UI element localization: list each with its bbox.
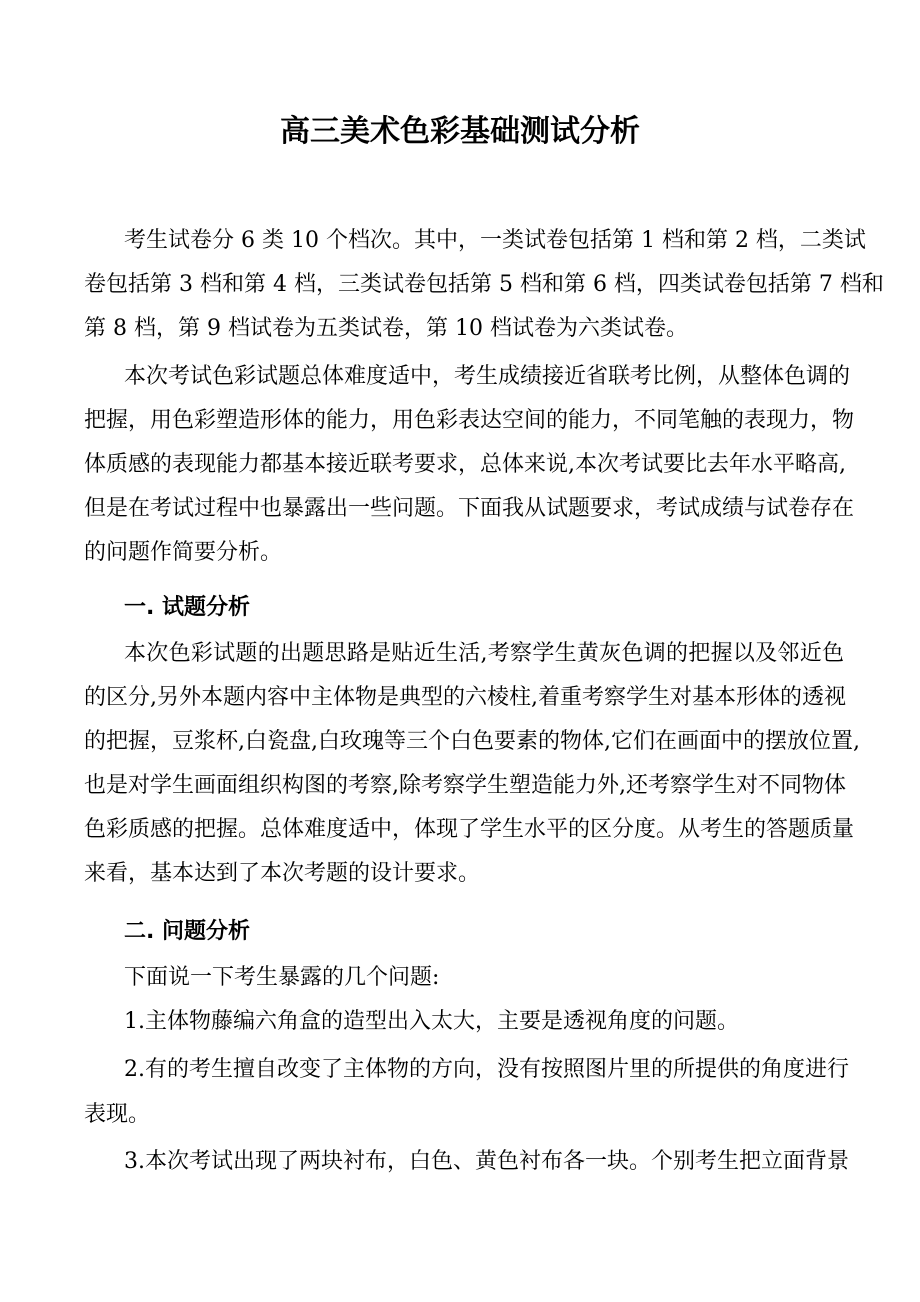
paragraph-line: 的问题作简要分析。 [84, 540, 283, 565]
paragraph-line: 本次色彩试题的出题思路是贴近生活,考察学生黄灰色调的把握以及邻近色 [124, 641, 844, 666]
paragraph-line: 把握，用色彩塑造形体的能力，用色彩表达空间的能力，不同笔触的表现力，物 [84, 408, 855, 433]
paragraph-line: 卷包括第 3 档和第 4 档，三类试卷包括第 5 档和第 6 档，四类试卷包括第 7 档和 [84, 272, 884, 297]
document-title: 高三美术色彩基础测试分析 [280, 114, 640, 149]
paragraph-line: 下面说一下考生暴露的几个问题: [124, 965, 440, 990]
list-item: 1.主体物藤编六角盒的造型出入太大，主要是透视角度的问题。 [124, 1009, 739, 1034]
list-item: 2.有的考生擅自改变了主体物的方向，没有按照图片里的所提供的角度进行 [124, 1057, 849, 1082]
paragraph-line: 的区分,另外本题内容中主体物是典型的六棱柱,着重考察学生对基本形体的透视 [84, 685, 846, 710]
paragraph-line: 的把握，豆浆杯,白瓷盘,白玫瑰等三个白色要素的物体,它们在画面中的摆放位置, [84, 729, 860, 754]
list-item-continuation: 表现。 [84, 1102, 151, 1127]
paragraph-line: 来看，基本达到了本次考题的设计要求。 [84, 861, 481, 886]
list-item: 3.本次考试出现了两块衬布，白色、黄色衬布各一块。个别考生把立面背景 [124, 1149, 849, 1174]
paragraph-line: 色彩质感的把握。总体难度适中，体现了学生水平的区分度。从考生的答题质量 [84, 817, 855, 842]
paragraph-line: 体质感的表现能力都基本接近联考要求，总体来说,本次考试要比去年水平略高, [84, 452, 846, 477]
paragraph-line: 本次考试色彩试题总体难度适中，考生成绩接近省联考比例，从整体色调的 [124, 364, 851, 389]
paragraph-line: 也是对学生画面组织构图的考察,除考察学生塑造能力外,还考察学生对不同物体 [84, 773, 846, 798]
section-heading: 二. 问题分析 [124, 919, 251, 944]
paragraph-line: 第 8 档，第 9 档试卷为五类试卷，第 10 档试卷为六类试卷。 [84, 316, 688, 341]
section-heading: 一. 试题分析 [124, 595, 251, 620]
paragraph-line: 但是在考试过程中也暴露出一些问题。下面我从试题要求，考试成绩与试卷存在 [84, 496, 855, 521]
paragraph-line: 考生试卷分 6 类 10 个档次。其中，一类试卷包括第 1 档和第 2 档，二类试 [124, 228, 866, 253]
